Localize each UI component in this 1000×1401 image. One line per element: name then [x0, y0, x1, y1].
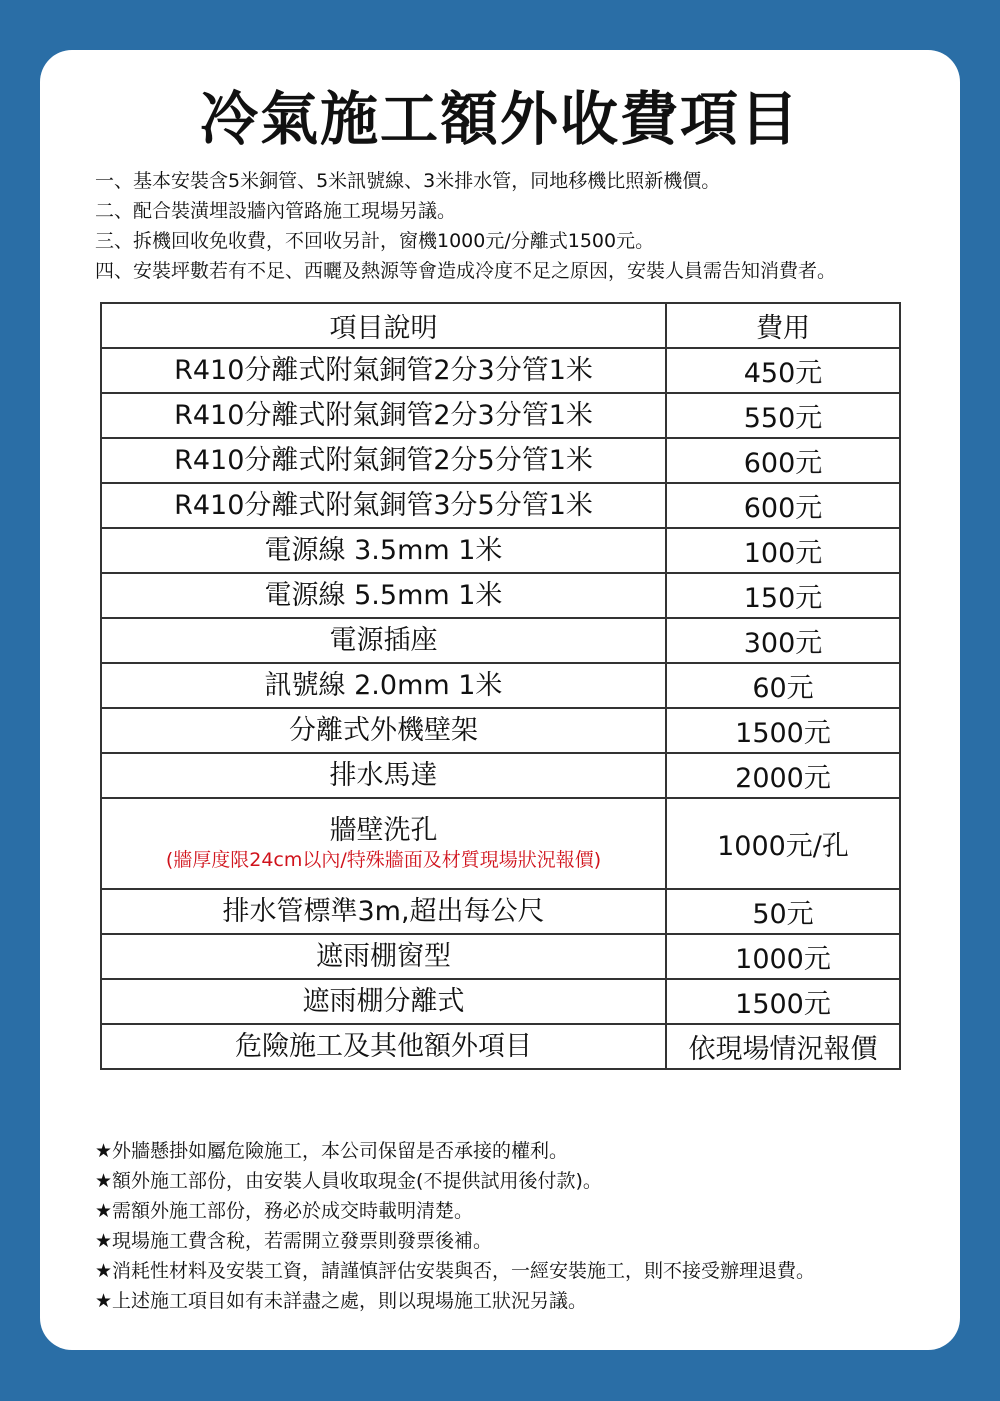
fee-table — [100, 302, 901, 1070]
footnote-item: ★外牆懸掛如屬危險施工，本公司保留是否承接的權利。 — [95, 1140, 569, 1162]
table-row — [101, 573, 900, 618]
item-cell — [101, 393, 666, 438]
item-label: R410分離式附氣銅管2分3分管1米 — [174, 399, 593, 431]
item-cell — [101, 663, 666, 708]
item-label: 分離式外機壁架 — [289, 714, 478, 746]
price-cell: 100元 — [666, 528, 900, 573]
item-label: 排水馬達 — [329, 759, 438, 791]
page-title: 冷氣施工額外收費項目 — [199, 85, 800, 153]
price-cell: 150元 — [666, 573, 900, 618]
item-cell — [101, 708, 666, 753]
table-row — [101, 393, 900, 438]
item-label: 訊號線 2.0mm 1米 — [264, 669, 503, 701]
item-cell — [101, 979, 666, 1024]
intro-notes — [95, 166, 836, 286]
footnote-item: ★需額外施工部份，務必於成交時載明清楚。 — [95, 1200, 474, 1222]
price-cell: 1500元 — [666, 979, 900, 1024]
table-row — [101, 528, 900, 573]
price-cell: 1000元/孔 — [666, 798, 900, 889]
table-row — [101, 1024, 900, 1069]
item-note: (牆厚度限24cm以內/特殊牆面及材質現場狀況報價) — [165, 848, 602, 871]
footnote-item: ★額外施工部份，由安裝人員收取現金(不提供試用後付款)。 — [95, 1170, 602, 1192]
item-label: 遮雨棚窗型 — [316, 940, 451, 972]
price-cell: 2000元 — [666, 753, 900, 798]
item-label: 遮雨棚分離式 — [302, 985, 465, 1017]
note-item: 四、安裝坪數若有不足、西曬及熱源等會造成冷度不足之原因，安裝人員需告知消費者。 — [95, 260, 837, 282]
price-cell: 依現場情況報價 — [666, 1024, 900, 1069]
note-item: 三、拆機回收免收費，不回收另計，窗機1000元/分離式1500元。 — [95, 230, 655, 252]
item-label: 電源線 3.5mm 1米 — [264, 534, 503, 566]
header-item: 項目說明 — [101, 303, 666, 348]
item-label: R410分離式附氣銅管3分5分管1米 — [174, 489, 593, 521]
footnote-item: ★消耗性材料及安裝工資，請謹慎評估安裝與否，一經安裝施工，則不接受辦理退費。 — [95, 1260, 816, 1282]
footnotes — [95, 1136, 815, 1316]
item-cell — [101, 438, 666, 483]
item-label: 危險施工及其他額外項目 — [235, 1030, 532, 1062]
price-cell: 1500元 — [666, 708, 900, 753]
item-label: 牆壁洗孔 — [329, 814, 438, 846]
header-price: 費用 — [666, 303, 900, 348]
table-row — [101, 348, 900, 393]
table-row — [101, 708, 900, 753]
price-cell: 600元 — [666, 438, 900, 483]
price-cell: 550元 — [666, 393, 900, 438]
footnote-item: ★上述施工項目如有未詳盡之處，則以現場施工狀況另議。 — [95, 1290, 588, 1312]
item-label: R410分離式附氣銅管2分5分管1米 — [174, 444, 593, 476]
price-cell: 300元 — [666, 618, 900, 663]
table-row — [101, 889, 900, 934]
item-cell — [101, 934, 666, 979]
note-item: 一、基本安裝含5米銅管、5米訊號線、3米排水管，同地移機比照新機價。 — [95, 170, 721, 192]
price-cell: 450元 — [666, 348, 900, 393]
item-label: 電源插座 — [329, 624, 438, 656]
price-cell: 60元 — [666, 663, 900, 708]
table-row — [101, 438, 900, 483]
table-header — [101, 303, 900, 348]
item-label: R410分離式附氣銅管2分3分管1米 — [174, 354, 593, 386]
table-row — [101, 934, 900, 979]
price-cell: 50元 — [666, 889, 900, 934]
footnote-item: ★現場施工費含稅，若需開立發票則發票後補。 — [95, 1230, 493, 1252]
table-row — [101, 753, 900, 798]
item-label: 排水管標準3m,超出每公尺 — [222, 895, 545, 927]
item-cell — [101, 483, 666, 528]
table-row — [101, 483, 900, 528]
table-row — [101, 979, 900, 1024]
price-cell: 1000元 — [666, 934, 900, 979]
item-cell — [101, 798, 666, 889]
table-row — [101, 798, 900, 889]
item-cell — [101, 1024, 666, 1069]
item-label: 電源線 5.5mm 1米 — [264, 579, 503, 611]
item-cell — [101, 528, 666, 573]
price-cell: 600元 — [666, 483, 900, 528]
item-cell — [101, 889, 666, 934]
table-row — [101, 663, 900, 708]
item-cell — [101, 348, 666, 393]
table-row — [101, 618, 900, 663]
item-cell — [101, 618, 666, 663]
note-item: 二、配合裝潢埋設牆內管路施工現場另議。 — [95, 200, 457, 222]
item-cell — [101, 573, 666, 618]
item-cell — [101, 753, 666, 798]
